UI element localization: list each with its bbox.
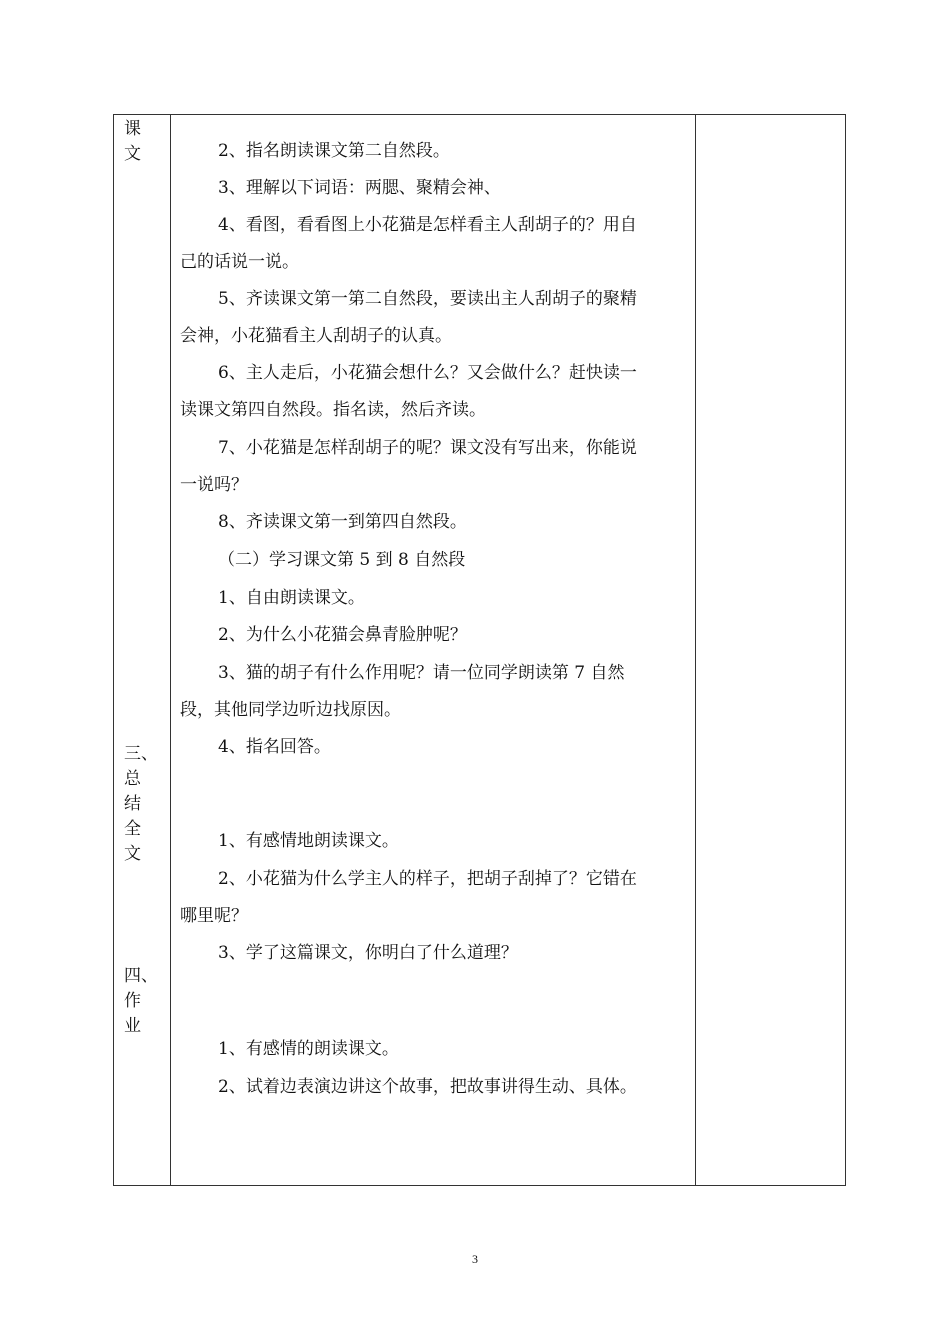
content-line: 2、小花猫为什么学主人的样子，把胡子刮掉了？它错在 xyxy=(218,869,637,889)
section-label-homework xyxy=(124,964,166,1039)
content-line: 5、齐读课文第一第二自然段，要读出主人刮胡子的聚精 xyxy=(218,289,637,309)
content-line: 1、有感情的朗读课文。 xyxy=(218,1039,399,1059)
content-line: （二）学习课文第 5 到 8 自然段 xyxy=(218,550,466,570)
label-char: 全 xyxy=(124,819,141,839)
section-label-lesson xyxy=(124,117,166,167)
content-line: 8、齐读课文第一到第四自然段。 xyxy=(218,512,467,532)
column-divider-left xyxy=(170,115,171,1185)
content-line: 2、为什么小花猫会鼻青脸肿呢？ xyxy=(218,625,467,645)
column-divider-right xyxy=(695,115,696,1185)
content-line: 6、主人走后，小花猫会想什么？又会做什么？赶快读一 xyxy=(218,363,637,383)
content-line: 4、指名回答。 xyxy=(218,737,331,757)
content-line: 1、有感情地朗读课文。 xyxy=(218,831,399,851)
label-char: 总 xyxy=(124,769,141,789)
label-char: 三、 xyxy=(124,744,158,764)
page-number: 3 xyxy=(472,1252,478,1266)
content-line: 3、理解以下词语：两腮、聚精会神、 xyxy=(218,178,501,198)
label-char: 课 xyxy=(124,119,141,139)
label-char: 结 xyxy=(124,794,141,814)
content-line: 1、自由朗读课文。 xyxy=(218,588,365,608)
content-line: 哪里呢？ xyxy=(180,906,248,926)
label-char: 作 xyxy=(124,991,141,1011)
label-char: 文 xyxy=(124,144,141,164)
label-char: 业 xyxy=(124,1016,141,1036)
content-line: 2、试着边表演边讲这个故事，把故事讲得生动、具体。 xyxy=(218,1077,637,1097)
content-line: 会神，小花猫看主人刮胡子的认真。 xyxy=(180,326,452,346)
content-line: 读课文第四自然段。指名读，然后齐读。 xyxy=(180,400,486,420)
content-line: 己的话说一说。 xyxy=(180,252,299,272)
content-line: 4、看图，看看图上小花猫是怎样看主人刮胡子的？用自 xyxy=(218,215,637,235)
section-label-summary xyxy=(124,742,166,867)
lesson-plan-table xyxy=(113,114,846,1186)
label-char: 文 xyxy=(124,844,141,864)
content-line: 2、指名朗读课文第二自然段。 xyxy=(218,141,450,161)
content-line: 3、猫的胡子有什么作用呢？请一位同学朗读第 7 自然 xyxy=(218,663,625,683)
content-line: 段，其他同学边听边找原因。 xyxy=(180,700,401,720)
label-char: 四、 xyxy=(124,966,158,986)
content-line: 7、小花猫是怎样刮胡子的呢？课文没有写出来，你能说 xyxy=(218,438,637,458)
content-line: 一说吗？ xyxy=(180,475,248,495)
content-line: 3、学了这篇课文，你明白了什么道理？ xyxy=(218,943,518,963)
